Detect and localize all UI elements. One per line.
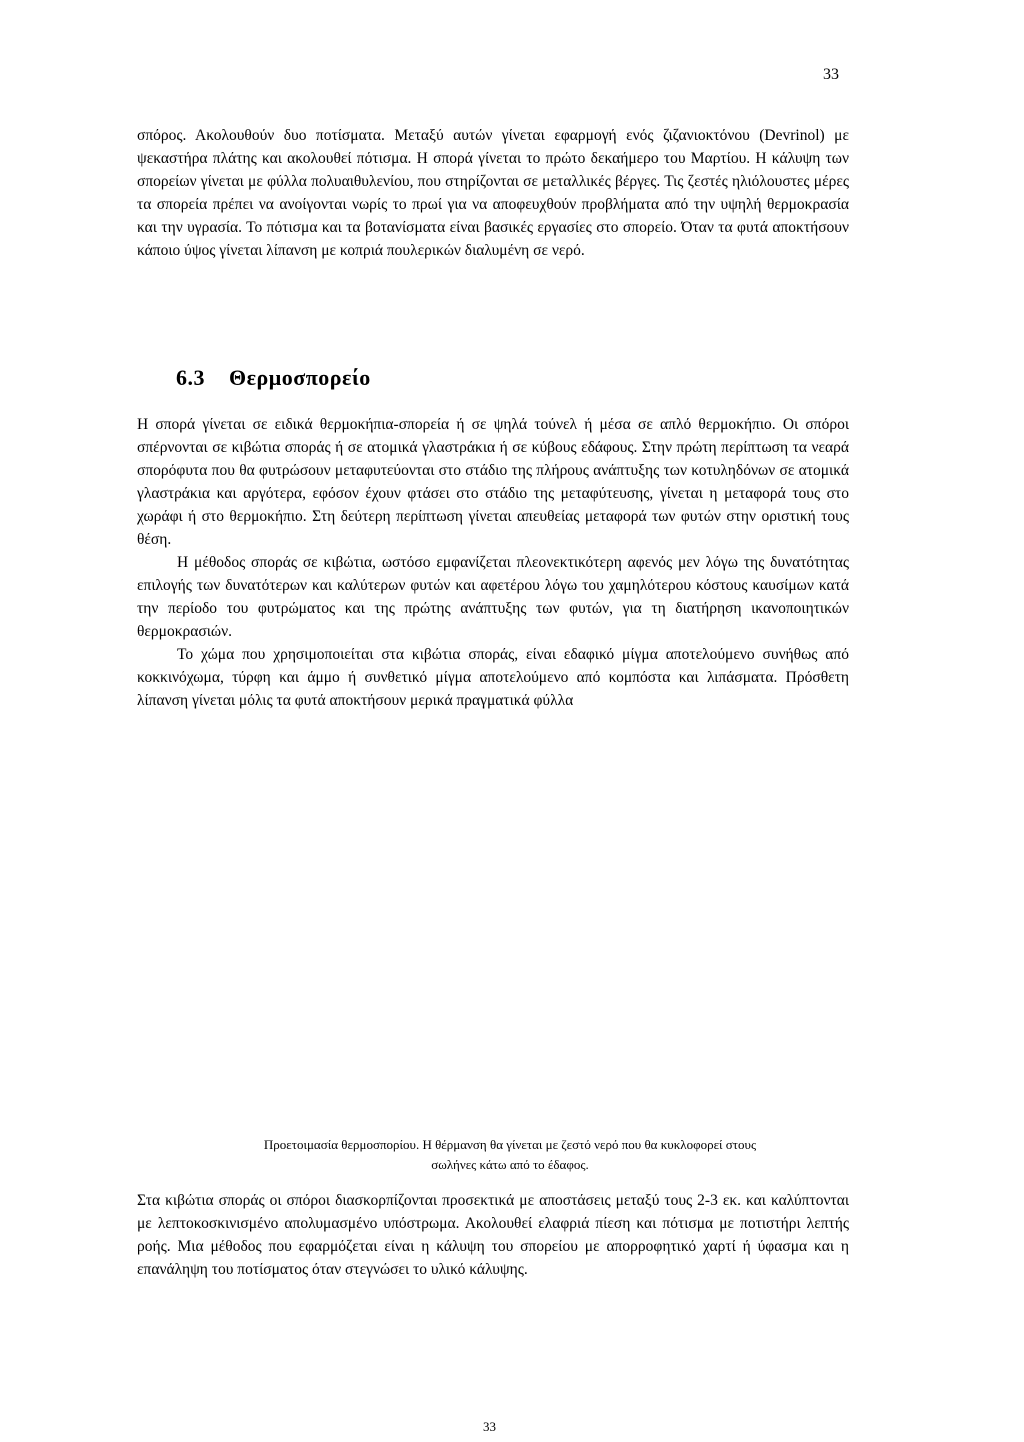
paragraph-soil-mix: Το χώμα που χρησιμοποιείται στα κιβώτια σποράς, είναι εδαφικό μίγμα αποτελούμενο συνήθως από κοκκινόχωμα, τύρφη και άμμο ή συνθετικό μίγμα αποτελούμενο από κομπόστα και λιπάσματα. Πρόσθετη λίπανση γίνεται μόλις τα φυτά αποκτήσουν μερικά πραγματικά φύλλα: [137, 646, 849, 709]
caption-line-1: Προετοιμασία θερμοσπορίου. Η θέρμανση θα γίνεται με ζεστό νερό που θα κυκλοφορεί στους: [263, 1137, 757, 1152]
caption-line-2: σωλήνες κάτω από το έδαφος.: [431, 1157, 589, 1172]
section-heading: [176, 365, 371, 391]
paragraph-crate-sowing: Στα κιβώτια σποράς οι σπόροι διασκορπίζονται προσεκτικά με αποστάσεις μεταξύ τους 2-3 εκ. και καλύπτονται με λεπτοκοσκινισμένο απολυμασμένο υπόστρωμα. Ακολουθεί ελαφριά πίεση και πότισμα με ποτιστήρι λεπτής ροής. Μια μέθοδος που εφαρμόζεται είναι η κάλυψη του σπορείου με απορροφητικό χαρτί ή ύφασμα και η επανάληψη του ποτίσματος όταν στεγνώσει το υλικό κάλυψης.: [137, 1192, 849, 1278]
section-body: [137, 413, 849, 712]
section-title: Θερμοσπορείο: [229, 365, 371, 390]
paragraph-sowing-methods: Η σπορά γίνεται σε ειδικά θερμοκήπια-σπορεία ή σε ψηλά τούνελ ή μέσα σε απλό θερμοκήπιο. Οι σπόροι σπέρνονται σε κιβώτια σποράς ή σε ατομικά γλαστράκια ή σε κύβους εδάφους. Στην πρώτη περίπτωση τα νεαρά σπορόφυτα που θα φυτρώσουν μεταφυτεύονται στο στάδιο της πλήρους ανάπτυξης των κοτυληδόνων σε ατομικά γλαστράκια και αργότερα, εφόσον έχουν φτάσει στο στάδιο της μεταφύτευσης, γίνεται η μεταφορά τους στο χωράφι ή στο θερμοκήπιο. Στη δεύτερη περίπτωση γίνεται απευθείας μεταφορά των φυτών στην οριστική τους θέση.: [137, 416, 849, 548]
paragraph-crate-advantages: Η μέθοδος σποράς σε κιβώτια, ωστόσο εμφανίζεται πλεονεκτικότερη αφενός μεν λόγω της δυνατότητας επιλογής των δυνατότερων και καλύτερων φυτών και αφετέρου λόγω του χαμηλότερου κόστους καυσίμων κατά την περίοδο του φυτρώματος και της πρώτης ανάπτυξης των φυτών, για τη διατήρηση ικανοποιητικών θερμοκρασιών.: [137, 554, 849, 640]
section-number: 6.3: [176, 365, 205, 390]
page-number-bottom: 33: [483, 1419, 496, 1434]
figure-caption: [160, 1135, 860, 1175]
paragraph-seedbed-care: σπόρος. Ακολουθούν δυο ποτίσματα. Μεταξύ αυτών γίνεται εφαρμογή ενός ζιζανιοκτόνου (Devrinol) με ψεκαστήρα πλάτης και ακολουθεί πότισμα. Η σπορά γίνεται το πρώτο δεκαήμερο του Μαρτίου. Η κάλυψη των σπορείων γίνεται με φύλλα πολυαιθυλενίου, που στηρίζονται σε μεταλλικές βέργες. Τις ζεστές ηλιόλουστες μέρες τα σπορεία πρέπει να ανοίγονται νωρίς το πρωί για να αποφευχθούν προβλήματα από την υψηλή θερμοκρασία και την υγρασία. Το πότισμα και τα βοτανίσματα είναι βασικές εργασίες στο σπορείο. Όταν τα φυτά αποκτήσουν κάποιο ύψος γίνεται λίπανση με κοπριά πουλερικών διαλυμένη σε νερό.: [137, 127, 849, 259]
intro-text-block: [137, 124, 849, 262]
page-number-top: 33: [823, 66, 839, 83]
closing-text-block: [137, 1189, 849, 1281]
